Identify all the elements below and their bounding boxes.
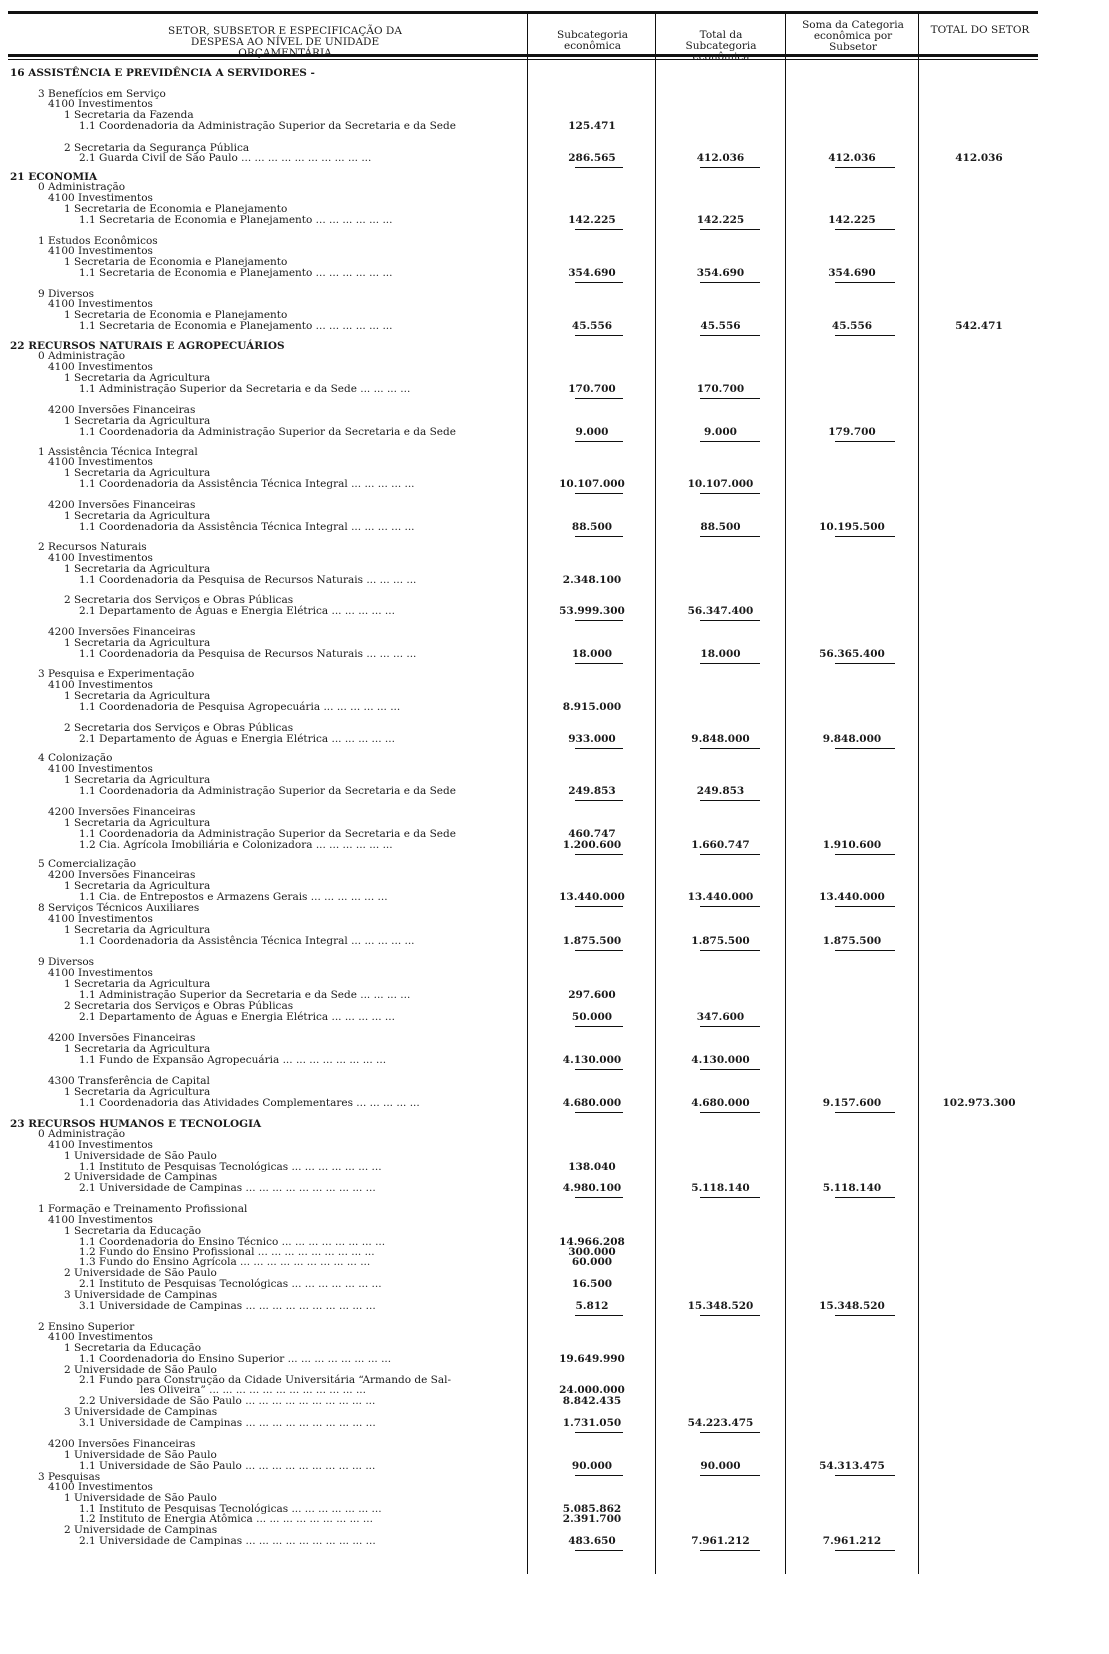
table-row-label: 2.1 Departamento de Águas e Energia Elétrica ... ... ... ... ...: [79, 605, 395, 617]
table-row-label: 4100 Investimentos: [48, 1214, 153, 1226]
total-underline: [700, 282, 760, 283]
table-row-label: 1.1 Universidade de São Paulo ... ... ... ... ... ... ... ... ... ...: [79, 1460, 376, 1472]
table-row-label: 1 Universidade de São Paulo: [64, 1150, 217, 1162]
total-underline: [575, 1432, 623, 1433]
total-underline: [700, 229, 760, 230]
total-underline: [835, 1475, 895, 1476]
table-row-label: 1.1 Secretaria de Economia e Planejamento ... ... ... ... ... ...: [79, 214, 393, 226]
total-underline: [575, 800, 623, 801]
soma-categoria-value: 54.313.475: [819, 1460, 885, 1472]
table-row-label: 3.1 Universidade de Campinas ... ... ... ... ... ... ... ... ... ...: [79, 1417, 376, 1429]
total-underline: [575, 1315, 623, 1316]
total-underline: [700, 441, 760, 442]
header-col-description: SETOR, SUBSETOR E ESPECIFICAÇÃO DA DESPESA AO NÍVEL DE UNIDADE ORÇAMENTÁRIA: [168, 25, 402, 59]
table-row-label: 4100 Investimentos: [48, 1139, 153, 1151]
table-row-label: 1.1 Coordenadoria da Administração Superior da Secretaria e da Sede: [79, 828, 456, 840]
col-divider-3: [785, 14, 786, 1574]
table-row-label: 2.1 Universidade de Campinas ... ... ... ... ... ... ... ... ... ...: [79, 1182, 376, 1194]
subsector-heading: 5 Comercialização: [38, 858, 137, 870]
table-row-label: 4100 Investimentos: [48, 913, 153, 925]
table-row-label: 4200 Inversões Financeiras: [48, 404, 196, 416]
table-row-label: 3 Universidade de Campinas: [64, 1406, 218, 1418]
subcategoria-value: 483.650: [568, 1535, 616, 1547]
subcategoria-value: 460.747: [568, 828, 616, 840]
table-row-label: 1.1 Coordenadoria da Assistência Técnica Integral ... ... ... ... ...: [79, 935, 415, 947]
table-row-label: 1 Secretaria da Agricultura: [64, 690, 211, 702]
total-underline: [700, 906, 760, 907]
total-subcategoria-value: 354.690: [696, 267, 745, 279]
subcategoria-value: 53.999.300: [559, 605, 625, 617]
table-row-label: 1.3 Fundo do Ensino Agrícola ... ... ... ... ... ... ... ... ... ...: [79, 1256, 371, 1268]
total-subcategoria-value: 347.600: [696, 1011, 745, 1023]
total-underline: [700, 1315, 760, 1316]
table-row-label: 2.1 Departamento de Águas e Energia Elétrica ... ... ... ... ...: [79, 733, 395, 745]
table-row-label: 3 Universidade de Campinas: [64, 1289, 218, 1301]
soma-categoria-value: 1.910.600: [822, 839, 882, 851]
total-underline: [575, 1197, 623, 1198]
table-row-label: 2 Universidade de São Paulo: [64, 1364, 217, 1376]
total-underline: [700, 1112, 760, 1113]
total-underline: [835, 1550, 895, 1551]
table-row-label: 2.1 Instituto de Pesquisas Tecnológicas ... ... ... ... ... ... ...: [79, 1278, 382, 1290]
total-subcategoria-value: 10.107.000: [687, 478, 754, 490]
total-subcategoria-value: 13.440.000: [687, 891, 754, 903]
total-underline: [700, 1475, 760, 1476]
table-row-label: 1.1 Instituto de Pesquisas Tecnológicas ... ... ... ... ... ... ...: [79, 1503, 382, 1515]
col-divider-4: [918, 14, 919, 1574]
header-col-total-subcategoria: Total da Subcategoria econômica: [685, 29, 757, 63]
subcategoria-value: 2.391.700: [562, 1513, 622, 1525]
table-row-label: 1.1 Coordenadoria do Ensino Técnico ... ... ... ... ... ... ... ...: [79, 1236, 386, 1248]
table-row-label: 1 Secretaria da Agricultura: [64, 563, 211, 575]
table-row-label: 1 Secretaria de Economia e Planejamento: [64, 256, 288, 268]
total-underline: [575, 1026, 623, 1027]
table-row-label: 2 Universidade de Campinas: [64, 1524, 218, 1536]
subcategoria-value: 125.471: [568, 120, 616, 132]
table-row-label: 1 Secretaria da Agricultura: [64, 817, 211, 829]
soma-categoria-value: 354.690: [828, 267, 876, 279]
total-underline: [575, 748, 623, 749]
subsector-heading: 0 Administração: [38, 350, 126, 362]
total-setor-value: 542.471: [955, 320, 1003, 332]
table-row-label: 4100 Investimentos: [48, 1331, 153, 1343]
subsector-heading: 9 Diversos: [38, 956, 95, 968]
subsector-heading: 4 Colonização: [38, 752, 113, 764]
table-row-label: 4100 Investimentos: [48, 98, 153, 110]
subcategoria-value: 4.130.000: [562, 1054, 622, 1066]
subcategoria-value: 9.000: [575, 426, 609, 438]
table-row-label: 1.1 Coordenadoria do Ensino Superior ... ... ... ... ... ... ... ...: [79, 1353, 392, 1365]
total-underline: [575, 493, 623, 494]
total-underline: [835, 335, 895, 336]
table-row-label: 1.1 Coordenadoria da Pesquisa de Recursos Naturais ... ... ... ...: [79, 574, 417, 586]
table-row-label: 4200 Inversões Financeiras: [48, 869, 196, 881]
total-underline: [700, 1026, 760, 1027]
table-row-label: 4100 Investimentos: [48, 456, 153, 468]
top-rule: [8, 11, 1038, 14]
total-underline: [700, 800, 760, 801]
total-underline: [575, 906, 623, 907]
table-row-label: 4100 Investimentos: [48, 1481, 153, 1493]
total-subcategoria-value: 1.875.500: [691, 935, 750, 947]
table-row-label: 1 Secretaria da Agricultura: [64, 372, 211, 384]
table-row-label: 1.1 Coordenadoria das Atividades Complementares ... ... ... ... ...: [79, 1097, 420, 1109]
total-subcategoria-value: 7.961.212: [691, 1535, 750, 1547]
table-row-label: 4100 Investimentos: [48, 679, 153, 691]
subcategoria-value: 8.915.000: [562, 701, 622, 713]
table-row-label: 2.1 Departamento de Águas e Energia Elétrica ... ... ... ... ...: [79, 1011, 395, 1023]
total-underline: [835, 1197, 895, 1198]
total-underline: [575, 1069, 623, 1070]
header-col-total-setor: TOTAL DO SETOR: [930, 24, 1030, 36]
table-row-label: 1 Secretaria da Educação: [64, 1225, 202, 1237]
total-underline: [700, 950, 760, 951]
table-row-label: 4100 Investimentos: [48, 361, 153, 373]
table-row-label: 2 Universidade de Campinas: [64, 1171, 218, 1183]
table-row-label: 1 Secretaria da Agricultura: [64, 880, 211, 892]
total-underline: [700, 167, 760, 168]
total-underline: [700, 854, 760, 855]
subcategoria-value: 50.000: [571, 1011, 613, 1023]
soma-categoria-value: 13.440.000: [819, 891, 885, 903]
total-underline: [700, 663, 760, 664]
total-setor-value: 412.036: [955, 152, 1003, 164]
table-row-label: 4100 Investimentos: [48, 763, 153, 775]
subcategoria-value: 8.842.435: [562, 1395, 622, 1407]
total-underline: [575, 398, 623, 399]
total-underline: [835, 282, 895, 283]
subsector-heading: 1 Estudos Econômicos: [38, 235, 158, 247]
table-row-label: 1.1 Coordenadoria da Assistência Técnica Integral ... ... ... ... ...: [79, 521, 415, 533]
soma-categoria-value: 9.157.600: [822, 1097, 882, 1109]
sector-heading: 16 ASSISTÊNCIA E PREVIDÊNCIA A SERVIDORES -: [10, 67, 315, 79]
table-row-label: 4100 Investimentos: [48, 298, 153, 310]
table-row-label: 1.1 Coordenadoria da Administração Superior da Secretaria e da Sede: [79, 120, 456, 132]
table-row-label: 1.1 Coordenadoria da Assistência Técnica Integral ... ... ... ... ...: [79, 478, 415, 490]
table-row-label: 1 Secretaria da Agricultura: [64, 637, 211, 649]
table-row-label: 4200 Inversões Financeiras: [48, 1032, 196, 1044]
total-underline: [575, 1550, 623, 1551]
table-row-label: 2 Secretaria da Segurança Pública: [64, 142, 250, 154]
subsector-heading: 3 Pesquisa e Experimentação: [38, 668, 195, 680]
total-underline: [575, 229, 623, 230]
total-underline: [575, 441, 623, 442]
total-subcategoria-value: 15.348.520: [687, 1300, 754, 1312]
subsector-heading: 1 Formação e Treinamento Profissional: [38, 1203, 248, 1215]
table-row-label: 1 Secretaria da Agricultura: [64, 415, 211, 427]
total-underline: [835, 663, 895, 664]
total-underline: [575, 282, 623, 283]
subcategoria-value: 300.000: [568, 1246, 616, 1258]
total-subcategoria-value: 54.223.475: [687, 1417, 754, 1429]
total-underline: [575, 536, 623, 537]
soma-categoria-value: 142.225: [828, 214, 876, 226]
header-col-soma-categoria: Soma da Categoria econômica por Subsetor: [802, 19, 904, 53]
subcategoria-value: 10.107.000: [559, 478, 625, 490]
subsector-heading: 2 Recursos Naturais: [38, 541, 147, 553]
subcategoria-value: 297.600: [568, 989, 616, 1001]
soma-categoria-value: 45.556: [831, 320, 873, 332]
table-row-label: 1.1 Fundo de Expansão Agropecuária ... ... ... ... ... ... ... ...: [79, 1054, 387, 1066]
subcategoria-value: 5.085.862: [562, 1503, 622, 1515]
table-row-label: 1 Secretaria da Agricultura: [64, 1043, 211, 1055]
subcategoria-value: 1.875.500: [562, 935, 622, 947]
total-underline: [575, 854, 623, 855]
table-row-label: 1.1 Secretaria de Economia e Planejamento ... ... ... ... ... ...: [79, 267, 393, 279]
table-row-label: 1 Secretaria de Economia e Planejamento: [64, 309, 288, 321]
table-row-label: 1 Secretaria da Agricultura: [64, 924, 211, 936]
total-underline: [835, 441, 895, 442]
subcategoria-value: 5.812: [575, 1300, 609, 1312]
soma-categoria-value: 5.118.140: [822, 1182, 882, 1194]
table-row-label: 1 Secretaria da Agricultura: [64, 978, 211, 990]
table-row-label: 4200 Inversões Financeiras: [48, 806, 196, 818]
sector-heading: 22 RECURSOS NATURAIS E AGROPECUÁRIOS: [10, 340, 285, 352]
table-row-label: 1.1 Instituto de Pesquisas Tecnológicas ... ... ... ... ... ... ...: [79, 1161, 382, 1173]
total-underline: [835, 906, 895, 907]
subcategoria-value: 138.040: [568, 1161, 616, 1173]
table-row-label: 4100 Investimentos: [48, 192, 153, 204]
subcategoria-value: 60.000: [571, 1256, 613, 1268]
table-row-label: les Oliveira” ... ... ... ... ... ... ... ... ... ... ... ...: [140, 1384, 366, 1396]
table-row-label: 1 Secretaria da Fazenda: [64, 109, 194, 121]
total-underline: [700, 748, 760, 749]
total-underline: [575, 1112, 623, 1113]
subcategoria-value: 88.500: [571, 521, 613, 533]
total-subcategoria-value: 4.680.000: [691, 1097, 750, 1109]
total-subcategoria-value: 1.660.747: [691, 839, 750, 851]
table-row-label: 2.1 Fundo para Construção da Cidade Universitária “Armando de Sal-: [79, 1374, 452, 1386]
header-col-subcategoria: Subcategoria econômica: [557, 29, 628, 52]
subsector-heading: 3 Benefícios em Serviço: [38, 88, 166, 100]
table-row-label: 4100 Investimentos: [48, 967, 153, 979]
soma-categoria-value: 179.700: [828, 426, 876, 438]
subcategoria-value: 14.966.208: [559, 1236, 625, 1248]
subcategoria-value: 170.700: [568, 383, 616, 395]
table-row-label: 1.1 Coordenadoria da Administração Superior da Secretaria e da Sede: [79, 785, 456, 797]
total-underline: [700, 1197, 760, 1198]
subcategoria-value: 90.000: [571, 1460, 613, 1472]
table-row-label: 4300 Transferência de Capital: [48, 1075, 210, 1087]
soma-categoria-value: 412.036: [828, 152, 876, 164]
total-underline: [700, 620, 760, 621]
subsector-heading: 0 Administração: [38, 1128, 126, 1140]
total-subcategoria-value: 9.848.000: [691, 733, 750, 745]
subcategoria-value: 19.649.990: [559, 1353, 625, 1365]
soma-categoria-value: 56.365.400: [819, 648, 885, 660]
header-thin-rule: [8, 59, 1038, 60]
total-subcategoria-value: 56.347.400: [687, 605, 754, 617]
total-subcategoria-value: 90.000: [700, 1460, 741, 1472]
total-subcategoria-value: 4.130.000: [691, 1054, 750, 1066]
total-underline: [575, 620, 623, 621]
total-subcategoria-value: 45.556: [700, 320, 741, 332]
soma-categoria-value: 7.961.212: [822, 1535, 882, 1547]
total-subcategoria-value: 88.500: [700, 521, 741, 533]
subcategoria-value: 2.348.100: [562, 574, 622, 586]
total-underline: [835, 167, 895, 168]
subcategoria-value: 45.556: [571, 320, 613, 332]
table-row-label: 2.2 Universidade de São Paulo ... ... ... ... ... ... ... ... ... ...: [79, 1395, 376, 1407]
total-underline: [700, 1069, 760, 1070]
sector-heading: 21 ECONOMIA: [10, 171, 98, 183]
total-underline: [835, 229, 895, 230]
subsector-heading: 1 Assistência Técnica Integral: [38, 446, 198, 458]
table-row-label: 4100 Investimentos: [48, 552, 153, 564]
table-row-label: 1.1 Cia. de Entrepostos e Armazens Gerais ... ... ... ... ... ...: [79, 891, 388, 903]
table-row-label: 2 Secretaria dos Serviços e Obras Públicas: [64, 594, 294, 606]
total-underline: [835, 854, 895, 855]
soma-categoria-value: 10.195.500: [819, 521, 885, 533]
total-underline: [575, 335, 623, 336]
table-row-label: 1 Secretaria da Agricultura: [64, 1086, 211, 1098]
subsector-heading: 8 Serviços Técnicos Auxiliares: [38, 902, 200, 914]
table-row-label: 1 Secretaria de Economia e Planejamento: [64, 203, 288, 215]
table-row-label: 1.2 Cia. Agrícola Imobiliária e Colonizadora ... ... ... ... ... ...: [79, 839, 393, 851]
total-underline: [835, 1315, 895, 1316]
subcategoria-value: 1.731.050: [562, 1417, 622, 1429]
total-underline: [700, 398, 760, 399]
table-row-label: 4100 Investimentos: [48, 245, 153, 257]
table-row-label: 1.1 Coordenadoria da Pesquisa de Recursos Naturais ... ... ... ...: [79, 648, 417, 660]
subcategoria-value: 16.500: [571, 1278, 613, 1290]
subcategoria-value: 1.200.600: [562, 839, 622, 851]
total-subcategoria-value: 170.700: [696, 383, 745, 395]
subcategoria-value: 249.853: [568, 785, 616, 797]
subcategoria-value: 933.000: [568, 733, 616, 745]
table-row-label: 1.1 Coordenadoria de Pesquisa Agropecuária ... ... ... ... ... ...: [79, 701, 401, 713]
subsector-heading: 2 Ensino Superior: [38, 1321, 135, 1333]
total-underline: [575, 950, 623, 951]
table-row-label: 1 Secretaria da Agricultura: [64, 467, 211, 479]
total-subcategoria-value: 249.853: [696, 785, 745, 797]
subsector-heading: 3 Pesquisas: [38, 1471, 101, 1483]
total-underline: [575, 1475, 623, 1476]
subcategoria-value: 286.565: [568, 152, 616, 164]
table-row-label: 1 Secretaria da Agricultura: [64, 510, 211, 522]
sector-heading: 23 RECURSOS HUMANOS E TECNOLOGIA: [10, 1118, 262, 1130]
subcategoria-value: 18.000: [571, 648, 613, 660]
total-underline: [835, 1112, 895, 1113]
total-underline: [700, 536, 760, 537]
table-row-label: 1 Secretaria da Agricultura: [64, 774, 211, 786]
total-underline: [700, 493, 760, 494]
table-row-label: 1 Universidade de São Paulo: [64, 1449, 217, 1461]
table-row-label: 1.2 Fundo do Ensino Profissional ... ... ... ... ... ... ... ... ...: [79, 1246, 375, 1258]
total-subcategoria-value: 142.225: [696, 214, 745, 226]
total-setor-value: 102.973.300: [942, 1097, 1016, 1109]
subcategoria-value: 13.440.000: [559, 891, 625, 903]
table-row-label: 2 Secretaria dos Serviços e Obras Públicas: [64, 1000, 294, 1012]
soma-categoria-value: 9.848.000: [822, 733, 882, 745]
total-underline: [700, 1550, 760, 1551]
subcategoria-value: 354.690: [568, 267, 616, 279]
total-underline: [835, 748, 895, 749]
total-underline: [700, 335, 760, 336]
total-subcategoria-value: 18.000: [700, 648, 741, 660]
table-row-label: 4200 Inversões Financeiras: [48, 1438, 196, 1450]
subcategoria-value: 142.225: [568, 214, 616, 226]
total-underline: [835, 536, 895, 537]
total-subcategoria-value: 9.000: [704, 426, 737, 438]
soma-categoria-value: 1.875.500: [822, 935, 882, 947]
total-underline: [575, 663, 623, 664]
table-row-label: 1.1 Secretaria de Economia e Planejamento ... ... ... ... ... ...: [79, 320, 393, 332]
table-row-label: 1 Universidade de São Paulo: [64, 1492, 217, 1504]
subcategoria-value: 24.000.000: [559, 1384, 625, 1396]
subsector-heading: 9 Diversos: [38, 288, 95, 300]
table-row-label: 1.2 Instituto de Energia Atômica ... ... ... ... ... ... ... ... ...: [79, 1513, 373, 1525]
table-row-label: 1 Secretaria da Educação: [64, 1342, 202, 1354]
table-row-label: 2.1 Guarda Civil de São Paulo ... ... ... ... ... ... ... ... ... ...: [79, 152, 372, 164]
table-row-label: 1.1 Coordenadoria da Administração Superior da Secretaria e da Sede: [79, 426, 456, 438]
table-row-label: 2 Universidade de São Paulo: [64, 1267, 217, 1279]
soma-categoria-value: 15.348.520: [819, 1300, 885, 1312]
table-row-label: 3.1 Universidade de Campinas ... ... ... ... ... ... ... ... ... ...: [79, 1300, 376, 1312]
table-row-label: 1.1 Administração Superior da Secretaria e da Sede ... ... ... ...: [79, 383, 411, 395]
subcategoria-value: 4.980.100: [562, 1182, 622, 1194]
total-underline: [575, 167, 623, 168]
total-subcategoria-value: 412.036: [696, 152, 745, 164]
table-row-label: 1.1 Administração Superior da Secretaria e da Sede ... ... ... ...: [79, 989, 411, 1001]
subsector-heading: 0 Administração: [38, 181, 126, 193]
table-row-label: 2 Secretaria dos Serviços e Obras Públicas: [64, 722, 294, 734]
subcategoria-value: 4.680.000: [562, 1097, 622, 1109]
total-subcategoria-value: 5.118.140: [691, 1182, 750, 1194]
table-row-label: 4200 Inversões Financeiras: [48, 626, 196, 638]
total-underline: [700, 1432, 760, 1433]
total-underline: [835, 950, 895, 951]
table-row-label: 2.1 Universidade de Campinas ... ... ... ... ... ... ... ... ... ...: [79, 1535, 376, 1547]
table-row-label: 4200 Inversões Financeiras: [48, 499, 196, 511]
